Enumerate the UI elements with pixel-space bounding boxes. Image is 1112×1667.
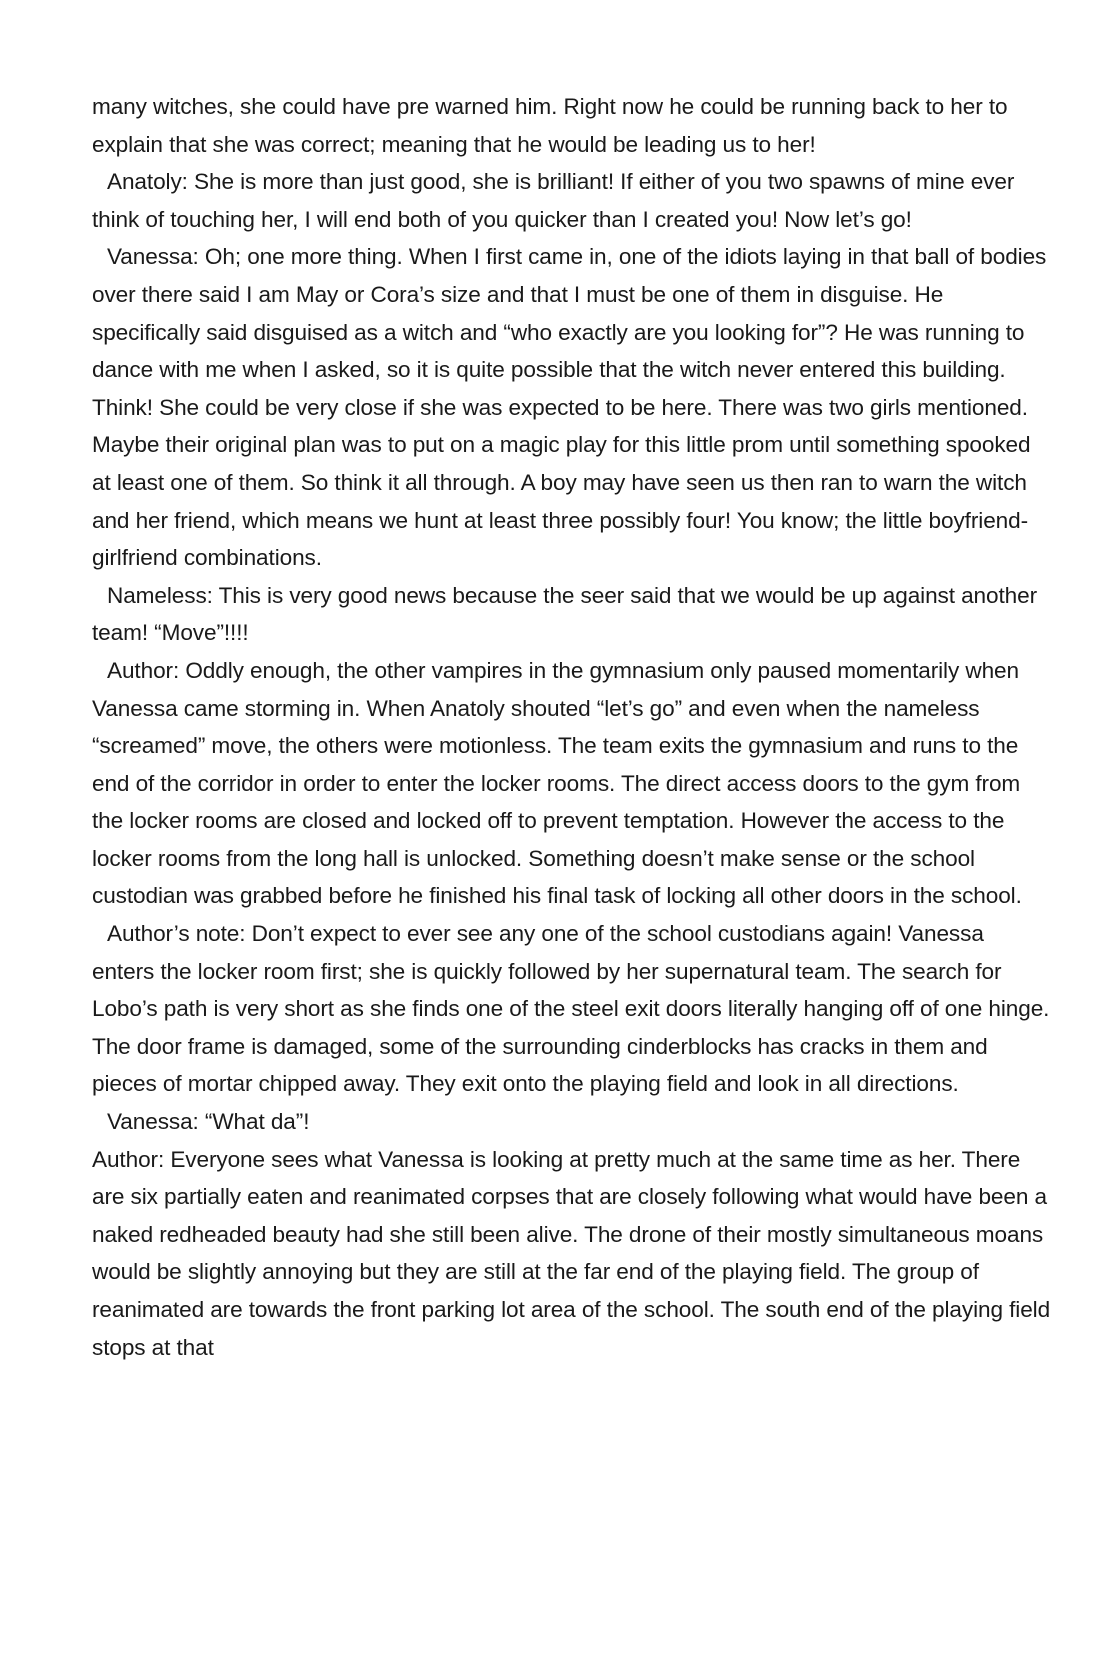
paragraph-3: Vanessa: Oh; one more thing. When I first came in, one of the idiots laying in that ball of bodies over there said I am May or Cora’s size and that I must be one of them in disguise. He specifically said disguised as a witch and “who exactly are you looking for”? He was running to dance with me when I asked, so it is quite possible that the witch never entered this building. Think! She could be very close if she was expected to be here. There was two girls mentioned. Maybe their original plan was to put on a magic play for this little prom until something spooked at least one of them. So think it all through. A boy may have seen us then ran to warn the witch and her friend, which means we hunt at least three possibly four! You know; the little boyfriend-girlfriend combinations. xyxy=(92,244,1047,571)
paragraph-4: Nameless: This is very good news because the seer said that we would be up against another team! “Move”!!!! xyxy=(92,582,1038,646)
document-page xyxy=(92,88,1052,1366)
paragraph-7: Vanessa: “What da”! xyxy=(107,1109,310,1135)
paragraph-8: Author: Everyone sees what Vanessa is looking at pretty much at the same time as her. There are six partially eaten and reanimated corpses that are closely following what would have been a naked redheaded beauty had she still been alive. The drone of their mostly simultaneous moans would be slightly annoying but they are still at the far end of the playing field. The group of reanimated are towards the front parking lot area of the school. The south end of the playing field stops at that xyxy=(92,1146,1051,1360)
paragraph-6: Author’s note: Don’t expect to ever see any one of the school custodians again! Vanessa enters the locker room first; she is quickly followed by her supernatural team. The search for Lobo’s path is very short as she finds one of the steel exit doors literally hanging off of one hinge. The door frame is damaged, some of the surrounding cinderblocks has cracks in them and pieces of mortar chipped away. They exit onto the playing field and look in all directions. xyxy=(92,921,1050,1097)
paragraph-2: Anatoly: She is more than just good, she is brilliant! If either of you two spawns of mine ever think of touching her, I will end both of you quicker than I created you! Now let’s go! xyxy=(92,169,1015,232)
paragraph-5: Author: Oddly enough, the other vampires in the gymnasium only paused momentarily when Vanessa came storming in. When Anatoly shouted “let’s go” and even when the nameless “screamed” move, the others were motionless. The team exits the gymnasium and runs to the end of the corridor in order to enter the locker rooms. The direct access doors to the gym from the locker rooms are closed and locked off to prevent temptation. However the access to the locker rooms from the long hall is unlocked. Something doesn’t make sense or the school custodian was grabbed before he finished his final task of locking all other doors in the school. xyxy=(92,657,1022,909)
paragraph-1: many witches, she could have pre warned him. Right now he could be running back to her to explain that she was correct; meaning that he would be leading us to her! xyxy=(92,94,1008,157)
